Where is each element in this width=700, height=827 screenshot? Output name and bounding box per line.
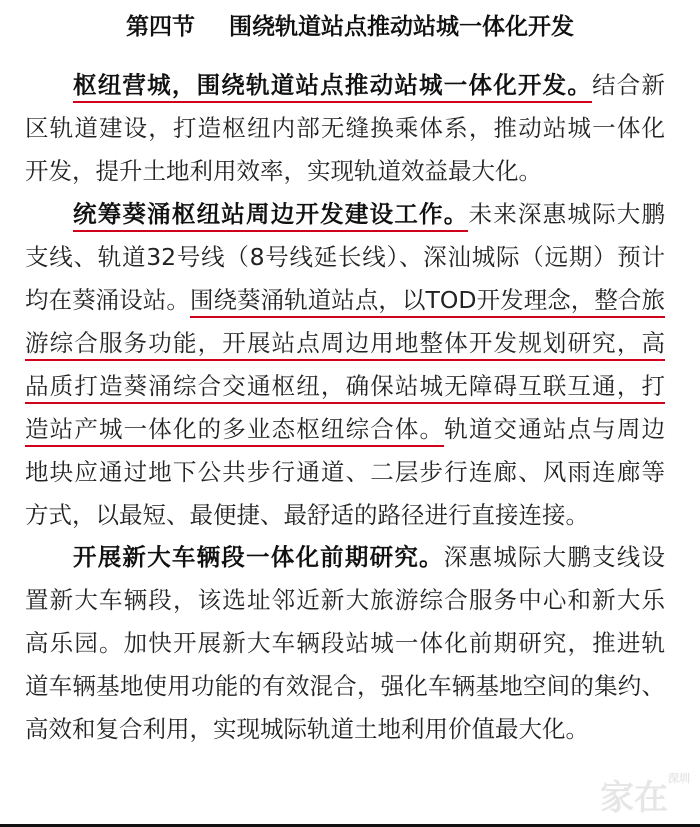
body-text: 结合新 [592,71,666,99]
highlighted-text: 围绕葵涌轨道站点，以TOD开发理念，整合旅 [190,286,665,318]
paragraph-line [73,199,665,229]
highlighted-text: 造站产城一体化的多业态枢纽综合体。 [25,415,444,447]
section-number: 第四节 [126,14,195,40]
body-text: 未来深惠城际大鹏 [468,200,666,228]
highlighted-text: 游综合服务功能，开展站点周边用地整体开发规划研究，高 [25,329,665,361]
highlighted-text: 品质打造葵涌综合交通枢纽，确保站城无障碍互联互通，打 [25,372,665,404]
bold-heading-text: 开展新大车辆段一体化前期研究。 [73,543,444,571]
body-text: 支线、轨道32号线（8号线延长线）、深汕城际（远期）预计 [25,243,665,271]
body-text: 均在葵涌设站。 [25,286,190,314]
paragraph-line [25,714,665,744]
highlighted-text: 统筹葵涌枢纽站周边开发建设工作。 [73,200,468,232]
body-text: 置新大车辆段，该选址邻近新大旅游综合服务中心和新大乐 [25,586,665,614]
paragraph-line [25,671,665,701]
section-title [0,8,700,41]
paragraph-line [25,371,665,401]
paragraph-line [25,328,665,358]
body-text: 区轨道建设，打造枢纽内部无缝换乘体系，推动站城一体化 [25,114,665,142]
paragraph-line [25,628,665,658]
body-text: 方式，以最短、最便捷、最舒适的路径进行直接连接。 [25,501,589,529]
body-text: 高乐园。加快开展新大车辆段站城一体化前期研究，推进轨 [25,629,665,657]
paragraph-line [25,113,665,143]
body-text: 轨道交通站点与周边 [444,415,666,443]
paragraph-line [25,156,665,186]
paragraph-line [73,70,665,100]
paragraph-line [25,242,665,272]
body-text: 地块应通过地下公共步行通道、二层步行连廊、风雨连廊等 [25,458,665,486]
section-heading: 围绕轨道站点推动站城一体化开发 [229,14,574,40]
paragraph-line [25,500,665,530]
paragraph-line [25,285,665,315]
paragraph-line [25,585,665,615]
body-text: 道车辆基地使用功能的有效混合，强化车辆基地空间的集约、 [25,672,665,700]
watermark-logo: 家在$^{深圳}$ [600,772,690,818]
body-text: 深惠城际大鹏支线设 [443,543,666,571]
paragraph-line [25,457,665,487]
paragraph-line [25,414,665,444]
paragraph-line [73,542,665,572]
body-text: 开发，提升土地利用效率，实现轨道效益最大化。 [25,157,542,185]
body-text: 高效和复合利用，实现城际轨道土地利用价值最大化。 [25,715,589,743]
highlighted-text: 枢纽营城，围绕轨道站点推动站城一体化开发。 [73,71,592,103]
